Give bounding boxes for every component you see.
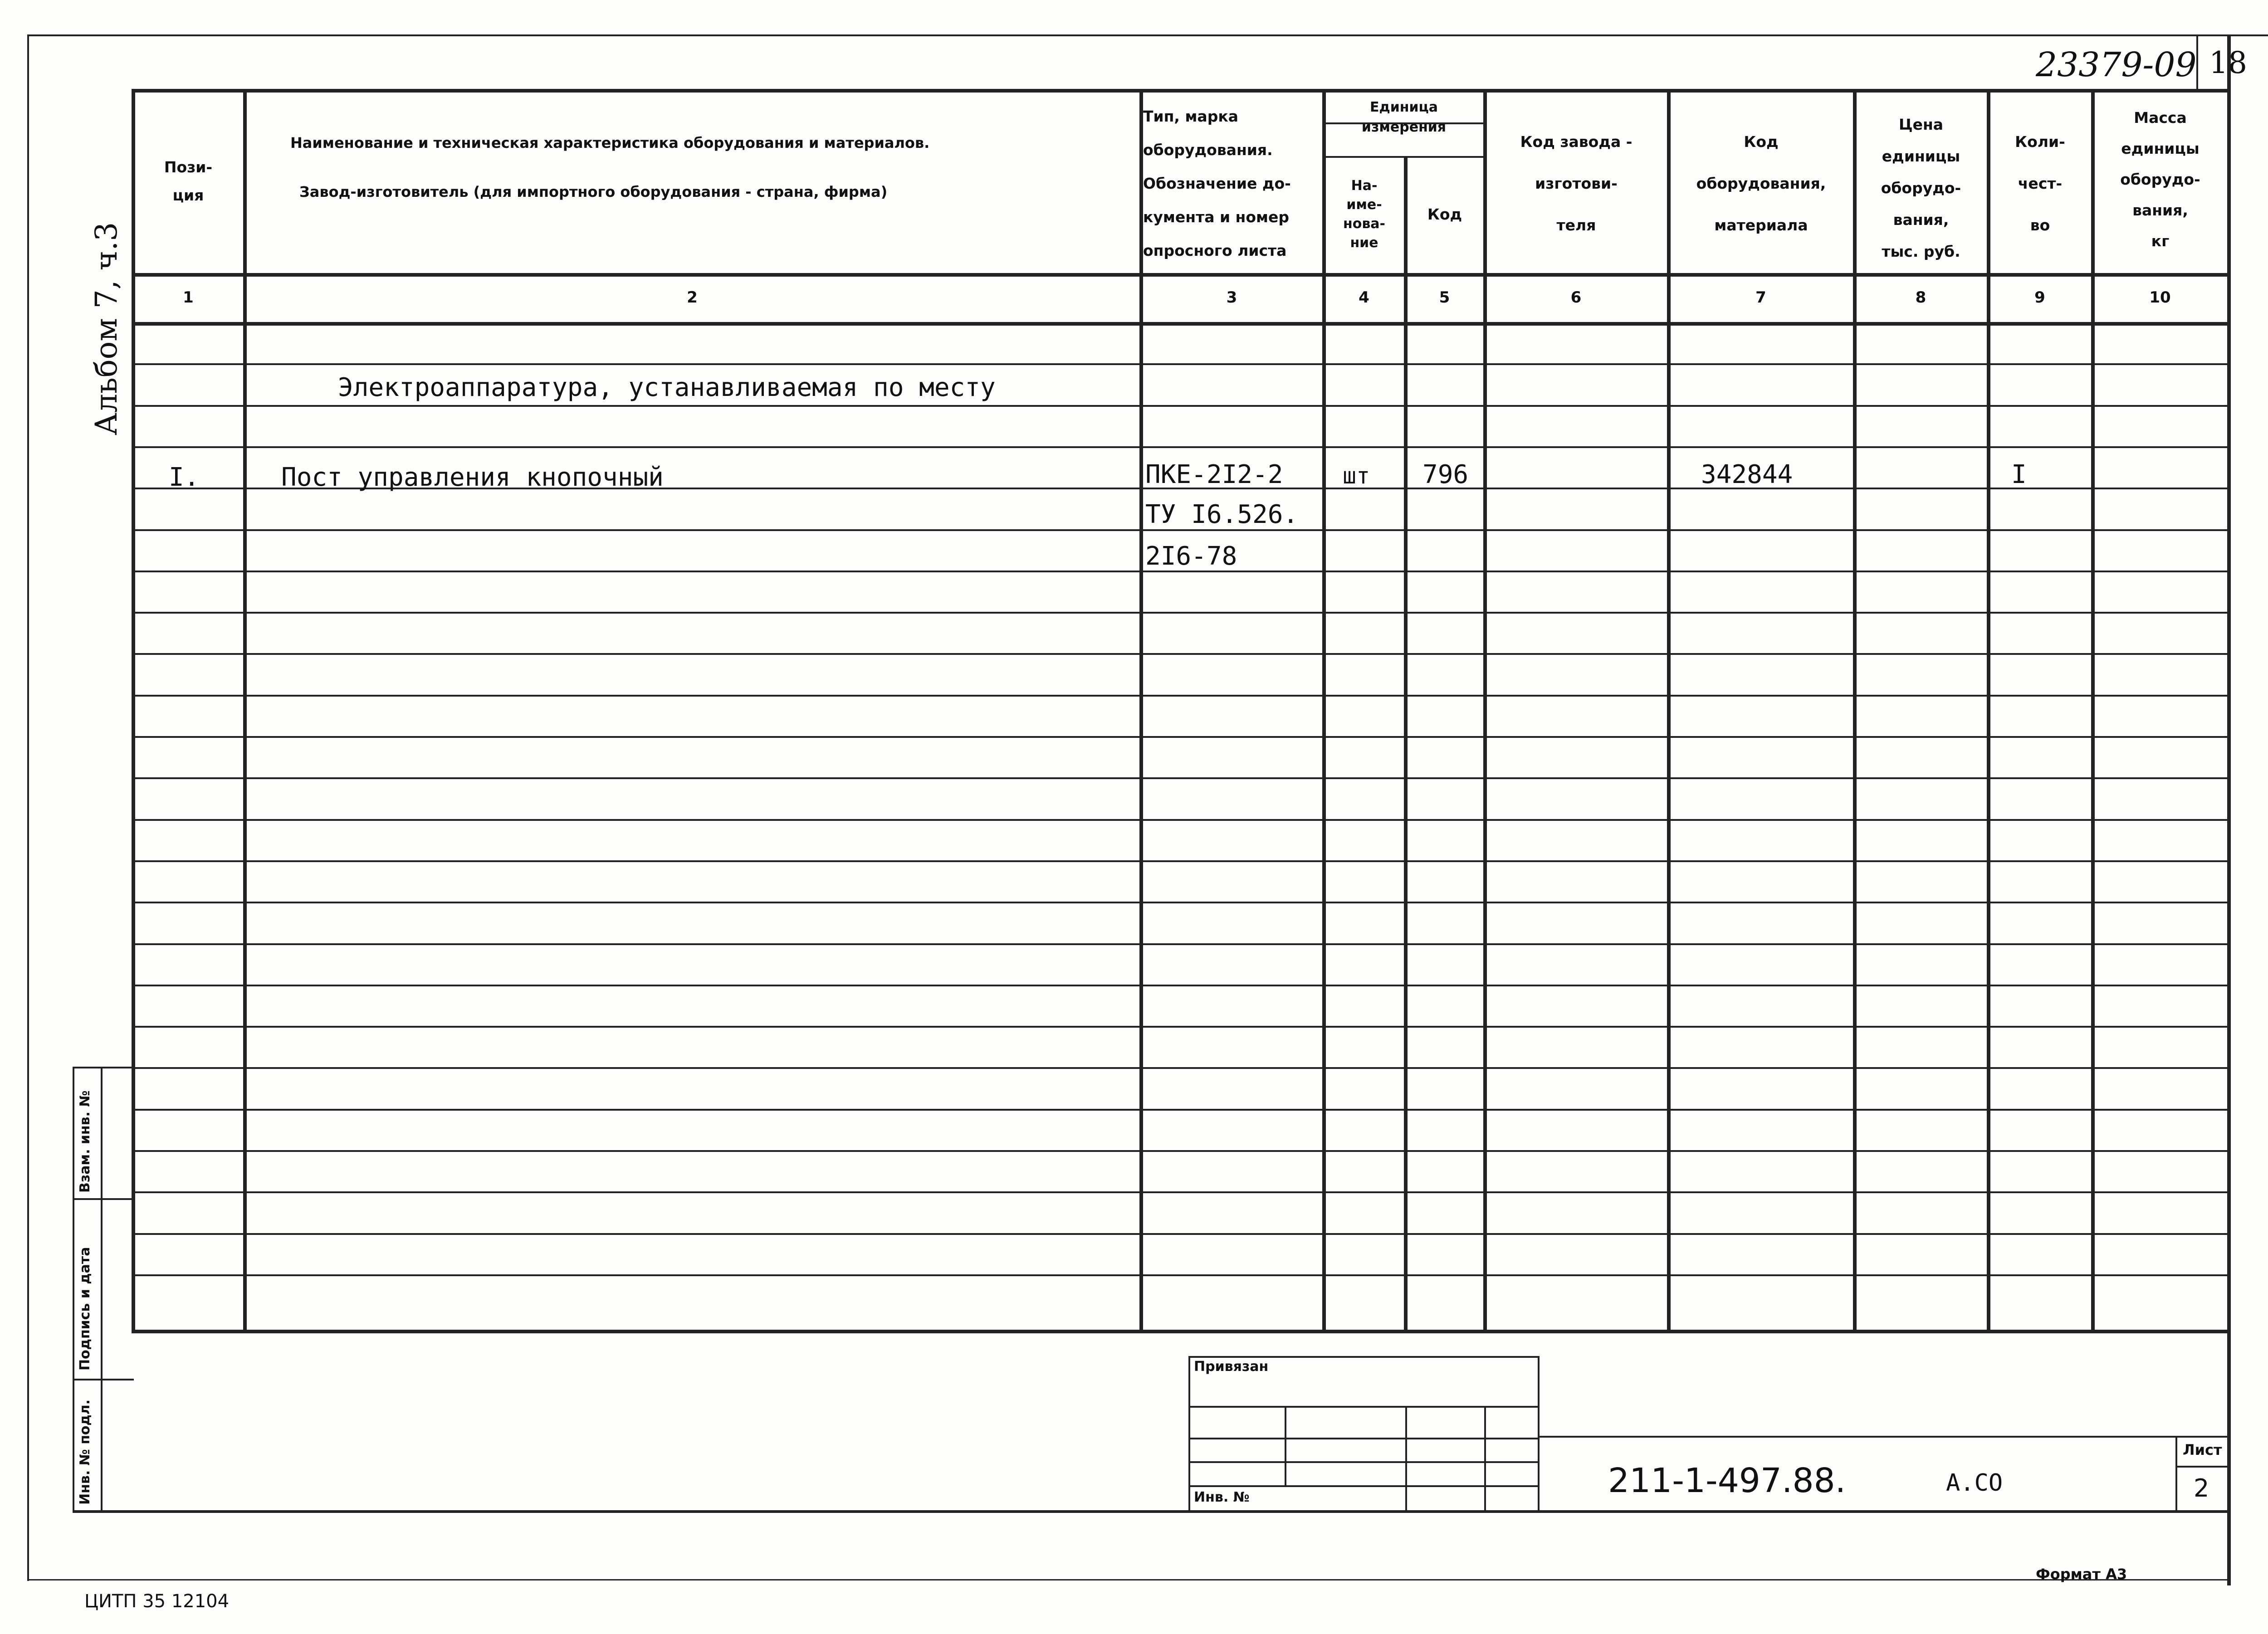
table-row-line [132,653,2227,655]
stamp-sheet-line [2175,1466,2227,1468]
col-sep-6 [1667,89,1671,1332]
col-sep-5 [1483,89,1487,1332]
table-row-line [132,446,2227,448]
col-left [132,89,135,1332]
col-sep-1 [243,89,247,1332]
stamp-document-code: 211-1-497.88. [1608,1461,1846,1500]
header-equipment-code [1669,95,1853,272]
side-signature-date: Подпись и дата [77,1247,93,1371]
colnum-4: 4 [1359,288,1369,307]
colnum-2: 2 [687,288,698,307]
header-bottom-line [132,273,2227,277]
table-row-line [132,1109,2227,1111]
header-price [1855,104,1987,272]
col-sep-7 [1853,89,1857,1332]
table-row-line [132,695,2227,697]
stamp-inv-label: Инв. № [1194,1489,1250,1505]
table-row-line [132,736,2227,738]
section-title: Электроаппаратура, устанавливаемая по месту [338,373,996,402]
col-sep-4 [1404,156,1408,1332]
table-row-line [132,777,2227,779]
header-price-text: Цена единицы оборудо- вания, тыс. руб. [1881,116,1961,260]
table-row-line [132,985,2227,986]
header-mass [2093,93,2227,266]
table-bottom-line [132,1330,2227,1333]
header-type-text: Тип, марка оборудования. Обозначение до- кумента и номер опросного листа [1143,107,1291,259]
stamp-col-4 [1538,1356,1540,1510]
stamp-sheet-value: 2 [2194,1474,2209,1502]
colnum-6: 6 [1570,288,1582,307]
table-row-line [132,1274,2227,1276]
table-row-line [132,529,2227,531]
item-quantity: I [2011,460,2027,489]
colnum-7: 7 [1755,288,1766,307]
table-row-line [132,1067,2227,1069]
header-unit-group-text: Единица измерения [1361,99,1447,135]
stamp-bottom-line [73,1510,2227,1513]
item-type-line1: ПКЕ-2I2-2 [1145,460,1283,489]
colnum-bottom-line [132,322,2227,326]
stamp-top [1188,1356,1538,1358]
stamp-col-1 [1285,1406,1286,1485]
side-strip-line-1 [73,1198,134,1200]
stamp-linked-label: Привязан [1194,1359,1269,1375]
table-row-line [132,363,2227,365]
item-equipment-code: 342844 [1701,460,1793,489]
header-position-text: Пози- ция [164,158,213,204]
header-factory-code-text: Код завода - изготови- теля [1520,133,1633,234]
stamp-main-top [1538,1436,2227,1438]
table-row-line [132,819,2227,821]
table-row-line [132,1150,2227,1152]
frame-top [27,34,2268,36]
header-position [133,91,243,272]
header-factory-code [1486,95,1667,272]
header-equipment-code-text: Код оборудования, материала [1696,133,1826,234]
header-unit-name [1325,158,1404,271]
colnum-8: 8 [1915,288,1926,307]
item-type-line2: ТУ I6.526. [1145,500,1299,529]
col-sep-2 [1139,89,1143,1332]
table-row-line [132,1233,2227,1235]
table-row-line [132,943,2227,945]
colnum-3: 3 [1226,288,1237,307]
table-row-line [132,860,2227,862]
stamp-col-2 [1405,1406,1407,1510]
side-inv-orig: Инв. № подл. [77,1399,93,1505]
header-quantity [1989,95,2091,272]
header-name-line1: Наименование и техническая характеристика оборудования и материалов. [290,134,930,151]
header-type [1143,95,1322,272]
page-number-divider [2196,34,2198,89]
stamp-left [1188,1356,1190,1510]
item-unit-code: 796 [1422,460,1469,489]
item-position: I. [169,463,200,492]
footer-org: ЦИТП 35 12104 [84,1591,230,1612]
side-strip-line-2 [73,1379,134,1380]
stamp-col-3 [1484,1406,1486,1510]
colnum-1: 1 [183,288,194,307]
header-mass-text: Масса единицы оборудо- вания, кг [2120,109,2200,250]
header-unit-code [1406,158,1483,271]
stamp-sheet-divider [2175,1436,2177,1510]
table-row-line [132,405,2227,407]
col-sep-3 [1322,89,1326,1332]
table-top-line [132,89,2227,93]
frame-left [27,34,29,1581]
side-strip-mid [101,1067,103,1511]
item-unit: шт [1343,463,1370,489]
colnum-9: 9 [2034,288,2045,307]
page-number: 18 [2209,45,2247,80]
side-replaced-inv: Взам. инв. № [77,1090,93,1193]
footer-format: Формат А3 [2036,1566,2127,1583]
frame-bottom [27,1579,2227,1580]
col-sep-8 [1987,89,1990,1332]
stamp-document-suffix: А.СО [1946,1469,2003,1497]
header-unit-code-text: Код [1427,205,1462,223]
table-row-line [132,1026,2227,1028]
header-unit-group [1325,93,1483,141]
frame-right [2227,34,2231,1585]
table-row-line [132,612,2227,614]
item-name: Пост управления кнопочный [281,463,664,492]
table-row-line [132,1191,2227,1193]
header-name-line2: Завод-изготовитель (для импортного оборудования - страна, фирма) [299,183,888,200]
sheet-code: 23379-09 [2036,45,2197,84]
col-sep-9 [2091,89,2095,1332]
item-type-line3: 2I6-78 [1145,541,1237,571]
side-strip-left [73,1067,74,1511]
colnum-5: 5 [1439,288,1450,307]
table-row-line [132,902,2227,903]
header-unit-name-text: На- име- нова- ние [1343,178,1386,251]
stamp-sheet-label: Лист [2183,1441,2222,1458]
header-quantity-text: Коли- чест- во [2015,133,2065,234]
album-label: Альбом 7, ч.3 [89,222,124,435]
colnum-10: 10 [2149,288,2171,307]
side-strip-top [73,1067,134,1068]
